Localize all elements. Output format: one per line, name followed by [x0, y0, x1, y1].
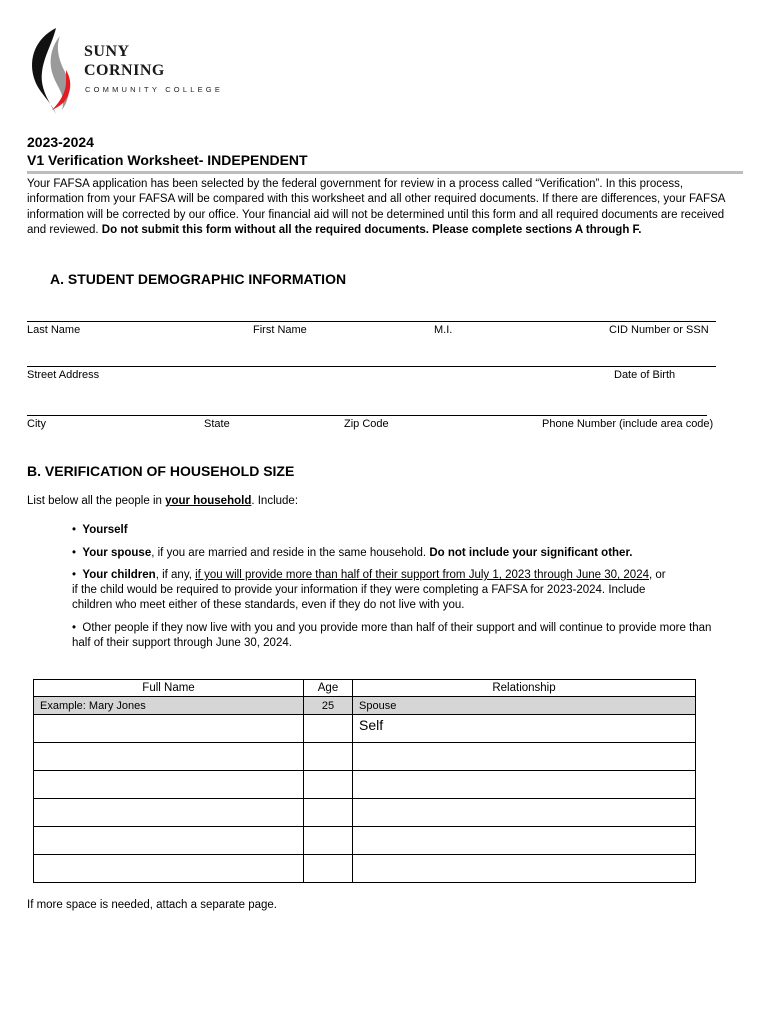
name-cell[interactable] — [34, 715, 304, 743]
form-year: 2023-2024 — [27, 134, 94, 150]
relationship-self-value: Self — [359, 717, 384, 733]
table-row — [34, 855, 696, 883]
state-label: State — [204, 418, 230, 430]
logo-line-community-college: COMMUNITY COLLEGE — [85, 85, 224, 94]
age-cell[interactable] — [304, 827, 353, 855]
table-row — [34, 827, 696, 855]
logo-line-suny: SUNY — [84, 43, 130, 60]
row3-write-line[interactable] — [27, 415, 707, 416]
city-label: City — [27, 418, 46, 430]
bullet-yourself-text: Yourself — [82, 524, 128, 536]
bullet-spouse-text: , if you are married and reside in the same household. — [151, 547, 430, 559]
relationship-cell[interactable] — [353, 855, 696, 883]
age-cell[interactable] — [304, 743, 353, 771]
bullet-children-bold: Your children — [82, 569, 156, 581]
relationship-cell[interactable] — [353, 799, 696, 827]
extra-space-note: If more space is needed, attach a separate page. — [27, 899, 277, 911]
street-address-label: Street Address — [27, 369, 100, 381]
intro-bold-text: Do not submit this form without all the required documents. Please complete sections A through F. — [101, 223, 642, 236]
row2-write-line[interactable] — [27, 366, 716, 367]
example-relationship: Spouse — [353, 697, 696, 715]
intro-text: Your FAFSA application has been selected by the federal government for review in a process called “Verification”. In this process, information from your FAFSA will be compared with this worksheet and all other required documents. If there are differences, your FAFSA information will be corrected by our office. Your financial aid will not be determined until this form and all required documents are received and reviewed. — [27, 178, 725, 236]
intro-paragraph — [27, 177, 739, 238]
bullet-children-text2: , or if the child would be required to provide your information if they were completing a FAFSA for 2023-2024. Include children who meet either of these standards, even if they do not live with you. — [72, 569, 666, 611]
last-name-label: Last Name — [27, 324, 81, 336]
cid-ssn-label: CID Number or SSN — [609, 324, 709, 336]
age-cell[interactable] — [304, 771, 353, 799]
zip-code-label: Zip Code — [344, 418, 389, 430]
list-intro-end: . Include: — [251, 495, 299, 507]
bullet-yourself: • Yourself — [72, 524, 128, 536]
date-of-birth-label: Date of Birth — [614, 369, 676, 381]
relationship-cell[interactable] — [353, 827, 696, 855]
table-row — [34, 771, 696, 799]
name-cell[interactable] — [34, 799, 304, 827]
name-cell[interactable] — [34, 743, 304, 771]
household-table — [33, 679, 696, 883]
example-age: 25 — [304, 697, 353, 715]
bullet-other-people-text: Other people if they now live with you and you provide more than half of their support and will continue to provide more than half of their support through June 30, 2024. — [72, 622, 712, 649]
bullet-spouse-warning: Do not include your significant other. — [429, 547, 633, 559]
relationship-cell[interactable] — [353, 771, 696, 799]
header-relationship: Relationship — [353, 680, 696, 697]
bullet-children-underlined: if you will provide more than half of their support from July 1, 2023 through June 30, 2024 — [195, 569, 649, 581]
table-row — [34, 743, 696, 771]
name-cell[interactable] — [34, 855, 304, 883]
example-row — [34, 697, 696, 715]
phone-number-label: Phone Number (include area code) — [542, 418, 714, 430]
bullet-other-people: • Other people if they now live with you and you provide more than half of their support and will continue to provide more than half of their support through June 30, 2024. — [72, 622, 712, 649]
header-full-name: Full Name — [34, 680, 304, 697]
name-cell[interactable] — [34, 771, 304, 799]
header-age: Age — [304, 680, 353, 697]
mi-label: M.I. — [434, 324, 453, 336]
bullet-children: • Your children, if any, if you will provide more than half of their support from July 1, 2023 through June 30, 2024, or if the child would be required to provide your information if they were completing a FAFSA for 2023-2024. Include children who meet either of these standards, even if they do not live with you. — [72, 569, 666, 611]
household-list-intro — [27, 494, 298, 509]
row1-write-line[interactable] — [27, 321, 716, 322]
title-divider — [27, 171, 743, 174]
relationship-cell[interactable] — [353, 715, 696, 743]
form-title: V1 Verification Worksheet- INDEPENDENT — [27, 152, 308, 168]
table-row — [34, 799, 696, 827]
age-cell[interactable] — [304, 799, 353, 827]
list-intro-text: List below all the people in — [27, 495, 166, 507]
bullet-children-text1: , if any, — [155, 569, 196, 581]
section-b-heading: B. VERIFICATION OF HOUSEHOLD SIZE — [27, 463, 295, 479]
bullet-spouse-bold: Your spouse — [82, 547, 152, 559]
college-logo-icon — [26, 26, 78, 118]
section-a-heading: A. STUDENT DEMOGRAPHIC INFORMATION — [50, 271, 347, 287]
age-cell[interactable] — [304, 855, 353, 883]
list-intro-emphasis: your household — [165, 495, 252, 507]
table-row — [34, 715, 696, 743]
logo-line-corning: CORNING — [84, 62, 165, 79]
example-name: Example: Mary Jones — [34, 697, 304, 715]
bullet-spouse: • Your spouse, if you are married and reside in the same household. Do not include your significant other. — [72, 547, 633, 559]
age-cell[interactable] — [304, 715, 353, 743]
relationship-cell[interactable] — [353, 743, 696, 771]
name-cell[interactable] — [34, 827, 304, 855]
first-name-label: First Name — [253, 324, 307, 336]
